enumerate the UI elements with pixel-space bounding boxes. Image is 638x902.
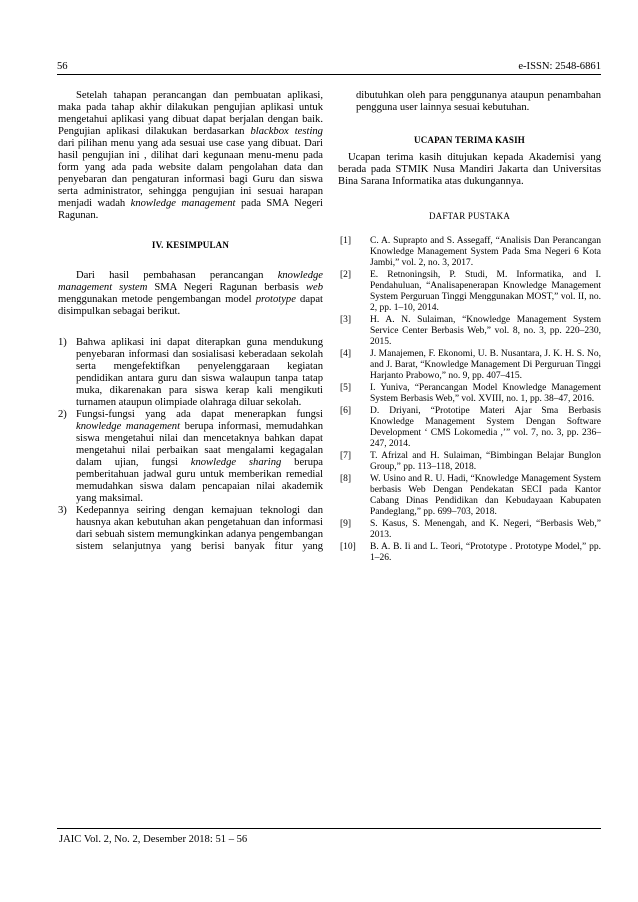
- section-heading-acknowledgement: UCAPAN TERIMA KASIH: [414, 135, 525, 145]
- list-item: [58, 505, 323, 553]
- reference-text: B. A. B. Ii and L. Teori, “Prototype . Prototype Model,” pp. 1–26.: [370, 542, 601, 563]
- reference-entry: [338, 315, 601, 348]
- footer-rule: [57, 828, 601, 829]
- list-item: [58, 409, 323, 505]
- list-marker: 3): [58, 505, 67, 516]
- left-column: [58, 90, 323, 553]
- reference-label: [1]: [340, 236, 352, 246]
- text-segment: Fungsi-fungsi yang ada dapat menerapkan fungsi: [76, 409, 323, 420]
- reference-text: E. Retnoningsih, P. Studi, M. Informatika, and I. Pendahuluan, “Analisapenerapan Knowledge Management System Perguruan Tinggi Menggunakan MOST,” vol. II, no. 2, pp. 1–10, 2014.: [370, 270, 601, 313]
- section-heading-references: DAFTAR PUSTAKA: [428, 211, 511, 221]
- text-segment: menggunakan metode pengembangan model: [58, 294, 256, 305]
- reference-entry: [338, 519, 601, 541]
- reference-text: J. Manajemen, F. Ekonomi, U. B. Nusantara, J. K. H. S. No, and J. Barat, “Knowledge Management Di Perguruan Tinggi Harjanto Prabowo,” no. 9, pp. 407–415.: [370, 349, 601, 381]
- text-segment: berupa pemberitahuan jadwal guru untuk memberikan remedial memudahkan siswa dalam pencapaian nilai akademik yang maksimal.: [76, 457, 323, 504]
- acknowledgement-paragraph: Ucapan terima kasih ditujukan kepada Akademisi yang berada pada STMIK Nusa Mandiri Jakarta dan Universitas Bina Sarana Informatika atas dukungannya.: [338, 152, 601, 187]
- list-item-text: [76, 409, 323, 505]
- text-segment: Bahwa aplikasi ini dapat diterapkan guna mendukung penyebaran informasi dan sosialisasi keberadaan sekolah serta mengefektifkan penyelenggaraan kegiatan pendidikan antara guru dan siswa walaupun tanpa tatap muka, dikarenakan para siswa kerap kali mengikuti turnamen ataupun olimpiade olahraga diluar sekolah.: [76, 337, 323, 408]
- reference-text: D. Driyani, “Prototipe Materi Ajar Sma Berbasis Knowledge Management System Dengan Software Development ‘ CMS Lokomedia ,’” vol. 7, no. 3, pp. 236–247, 2014.: [370, 406, 601, 449]
- reference-text: I. Yuniva, “Perancangan Model Knowledge Management System Berbasis Web,” vol. XVIII, no. 1, pp. 38–47, 2016.: [370, 383, 601, 404]
- italic-term: knowledge management: [76, 421, 181, 432]
- italic-term: knowledge management: [130, 198, 236, 209]
- italic-term: prototype: [255, 294, 296, 305]
- reference-text: T. Afrizal and H. Sulaiman, “Bimbingan Belajar Bunglon Group,” pp. 113–118, 2018.: [370, 451, 601, 472]
- reference-text: H. A. N. Sulaiman, “Knowledge Management System Service Center Berbasis Web,” vol. 8, no. 3, pp. 220–230, 2015.: [370, 315, 601, 347]
- reference-label: [9]: [340, 519, 352, 529]
- reference-entry: [338, 349, 601, 382]
- list-item: [58, 337, 323, 409]
- text-segment: dari pilihan menu yang ada sesuai use case yang dibuat. Dari hasil pengujian ini , dilihat dari kegunaan menu-menu pada form yang ada pada website dalam pengolahan data dan penyebaran dan pengaturan informasi bagi Guru dan siswa serta administrator, sehingga pengujian ini sesuai harapan menjadi wadah: [58, 138, 323, 209]
- text-segment: berupa informasi, memudahkan siswa mengetahui nilai dan mencetaknya bahkan dapat mengetahui nilai perbaikan saat mengalami kegagalan dalam ujian, fungsi: [76, 421, 323, 468]
- reference-label: [3]: [340, 315, 352, 325]
- list-item-text: [76, 505, 323, 553]
- italic-term: blackbox testing: [250, 126, 323, 137]
- conclusion-intro-paragraph: [58, 270, 323, 318]
- closing-paragraph: [58, 90, 323, 222]
- header-rule: [57, 74, 601, 75]
- page-number: 56: [57, 61, 68, 72]
- text-segment: Setelah tahapan perancangan dan pembuatan aplikasi, maka pada tahap akhir dilakukan pengujian aplikasi untuk mengetahui aplikasi yang dibuat dapat berjalan dengan baik. Pengujian aplikasi dilakukan berdasarkan: [58, 90, 323, 137]
- reference-label: [10]: [340, 542, 356, 552]
- reference-entry: [338, 474, 601, 518]
- conclusion-list: [58, 337, 323, 553]
- reference-label: [8]: [340, 474, 352, 484]
- reference-label: [5]: [340, 383, 352, 393]
- text-segment: dapat disimpulkan sebagai berikut.: [58, 294, 324, 317]
- journal-issn: e-ISSN: 2548-6861: [518, 61, 601, 72]
- reference-list: [338, 236, 601, 564]
- reference-entry: [338, 236, 601, 269]
- reference-label: [2]: [340, 270, 352, 280]
- reference-text: C. A. Suprapto and S. Assegaff, “Analisis Dan Perancangan Knowledge Management System Pada Sma Negeri 6 Kota Jambi,” vol. 2, no. 3, 2017.: [370, 236, 601, 268]
- text-segment: Kedepannya seiring dengan kemajuan teknologi dan hausnya akan kebutuhan akan pengetahuan dan informasi dari sebuah sistem memungkinkan adanya pengembangan sistem selanjutnya yang berisi banyak fitur yang: [76, 505, 323, 552]
- list-item-continuation: dibutuhkan oleh para penggunanya ataupun penambahan pengguna user lainnya sesuai kebutuhan.: [356, 90, 601, 113]
- text-segment: pada SMA Negeri Ragunan.: [58, 198, 323, 221]
- italic-term: knowledge management system: [58, 270, 323, 293]
- reference-entry: [338, 383, 601, 405]
- reference-entry: [338, 270, 601, 314]
- right-column: [338, 90, 601, 565]
- reference-entry: [338, 542, 601, 564]
- text-segment: Dari hasil pembahasan perancangan: [76, 270, 278, 281]
- reference-entry: [338, 406, 601, 450]
- reference-label: [6]: [340, 406, 352, 416]
- text-segment: SMA Negeri Ragunan berbasis: [147, 282, 306, 293]
- list-marker: 2): [58, 409, 67, 420]
- reference-text: W. Usino and R. U. Hadi, “Knowledge Management System berbasis Web Dengan Pendekatan SECI pada Kantor Cabang Dinas Pendidikan dan Kebudayaan Kabupaten Pandeglang,” pp. 699–703, 2018.: [370, 474, 601, 517]
- footer-citation: JAIC Vol. 2, No. 2, Desember 2018: 51 – 56: [59, 834, 248, 845]
- reference-entry: [338, 451, 601, 473]
- list-marker: 1): [58, 337, 67, 348]
- italic-term: knowledge sharing: [190, 457, 282, 468]
- reference-label: [4]: [340, 349, 352, 359]
- reference-label: [7]: [340, 451, 352, 461]
- reference-text: S. Kasus, S. Menengah, and K. Negeri, “Berbasis Web,” 2013.: [370, 519, 601, 540]
- italic-term: web: [305, 282, 323, 293]
- section-heading-conclusion: IV. KESIMPULAN: [151, 240, 230, 250]
- list-item-text: [76, 337, 323, 409]
